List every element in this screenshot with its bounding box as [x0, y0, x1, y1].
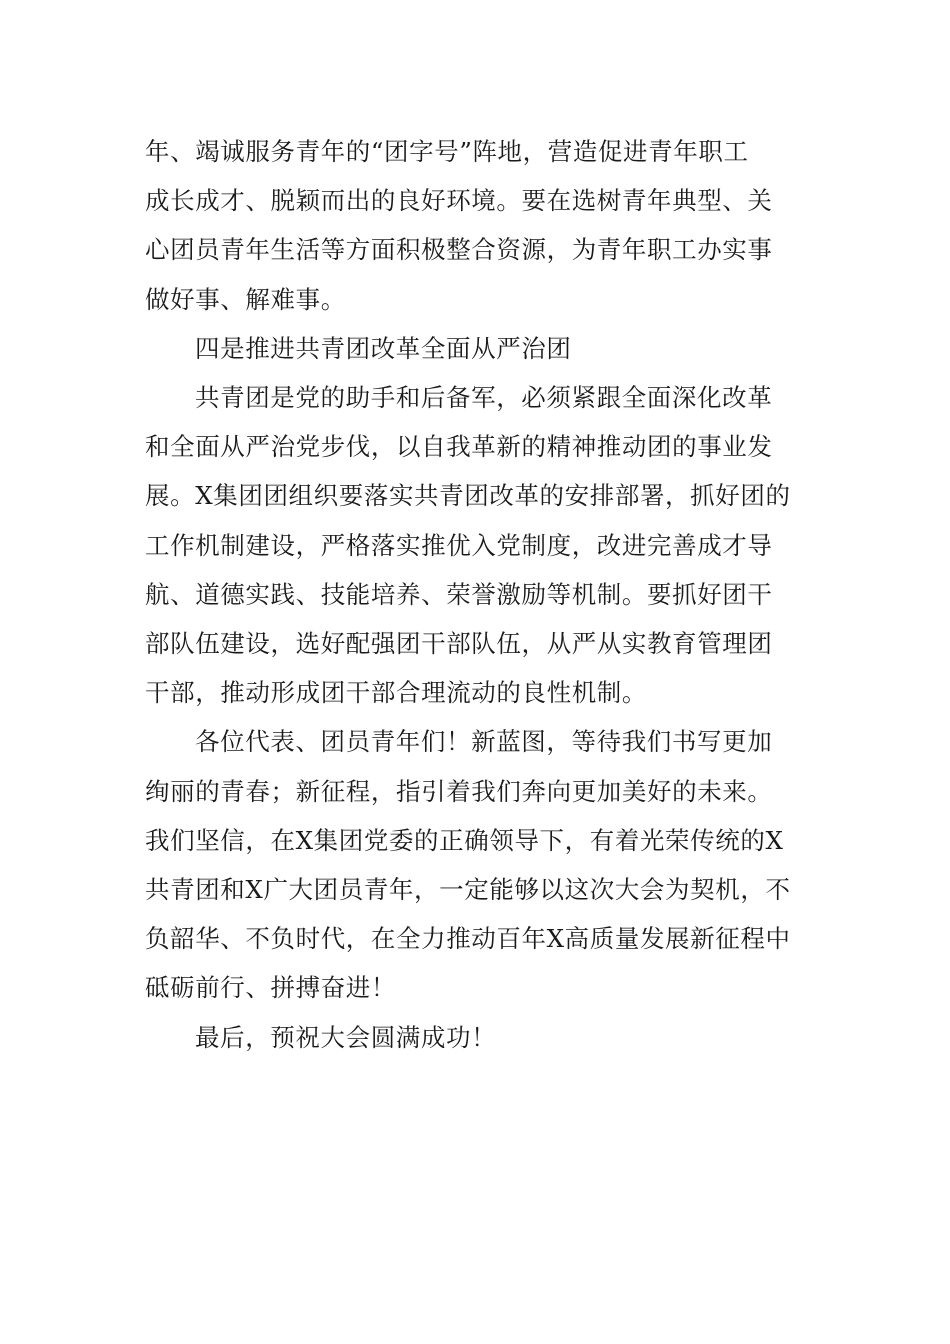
text-line: 成长成才、脱颖而出的良好环境。要在选树青年典型、关	[145, 186, 773, 216]
text-line: 共青团和X广大团员青年，一定能够以这次大会为契机，不	[145, 875, 791, 905]
section-heading-text: 四是推进共青团改革全面从严治团	[195, 333, 572, 363]
text-line: 我们坚信，在X集团党委的正确领导下，有着光荣传统的X	[145, 825, 784, 855]
paragraph-2	[145, 373, 809, 717]
text-line: 共青团是党的助手和后备军，必须紧跟全面深化改革	[195, 383, 773, 413]
text-line: 年、竭诚服务青年的“团字号”阵地，营造促进青年职工	[145, 137, 749, 166]
paragraph-closing	[145, 1013, 809, 1062]
text-line: 心团员青年生活等方面积极整合资源，为青年职工办实事	[145, 235, 773, 265]
text-line: 砥砺前行、拼搏奋进！	[145, 973, 396, 1003]
section-heading	[145, 324, 809, 373]
text-line: 航、道德实践、技能培养、荣誉激励等机制。要抓好团干	[145, 579, 773, 609]
text-line: 做好事、解难事。	[145, 284, 346, 314]
text-line: 负韶华、不负时代，在全力推动百年X高质量发展新征程中	[145, 924, 791, 954]
text-line: 部队伍建设，选好配强团干部队伍，从严从实教育管理团	[145, 629, 773, 659]
text-line: 工作机制建设，严格落实推优入党制度，改进完善成才导	[145, 530, 773, 560]
text-line: 展。X集团团组织要落实共青团改革的安排部署，抓好团的	[145, 481, 791, 511]
paragraph-3	[145, 717, 809, 1012]
text-line: 各位代表、团员青年们！新蓝图，等待我们书写更加	[195, 727, 773, 757]
paragraph-1	[145, 127, 809, 324]
text-line: 绚丽的青春；新征程，指引着我们奔向更加美好的未来。	[145, 776, 773, 806]
text-line: 干部，推动形成团干部合理流动的良性机制。	[145, 678, 647, 708]
closing-line: 最后，预祝大会圆满成功！	[195, 1022, 497, 1052]
document-body	[145, 127, 809, 1062]
text-line: 和全面从严治党步伐，以自我革新的精神推动团的事业发	[145, 432, 773, 462]
